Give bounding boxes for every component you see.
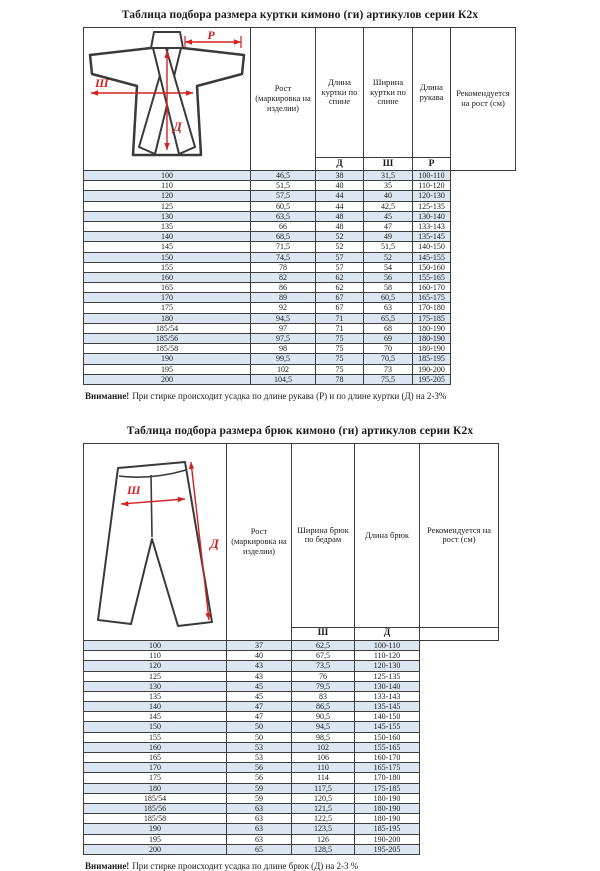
size-cell: 150 <box>84 252 251 262</box>
size-cell: 97,5 <box>251 334 316 344</box>
pants-table-body <box>84 640 499 854</box>
size-row <box>84 211 516 221</box>
size-cell: 120-130 <box>413 191 451 201</box>
size-cell: 125-135 <box>413 201 451 211</box>
size-cell: 59 <box>227 783 292 793</box>
size-cell: 122,5 <box>292 814 355 824</box>
size-row <box>84 661 499 671</box>
size-row <box>84 374 516 384</box>
sleeve-length-label: Р <box>207 28 215 42</box>
size-cell: 175-185 <box>413 313 451 323</box>
size-cell: 71,5 <box>251 242 316 252</box>
size-cell: 135-145 <box>355 702 420 712</box>
size-cell: 165-175 <box>355 763 420 773</box>
size-row <box>84 334 516 344</box>
size-cell: 165 <box>84 753 227 763</box>
size-row <box>84 681 499 691</box>
size-cell: 38 <box>316 171 364 181</box>
size-cell: 62 <box>316 283 364 293</box>
size-cell: 65 <box>227 844 292 854</box>
pants-size-section <box>0 425 600 871</box>
size-row <box>84 712 499 722</box>
col-header-jacket-width: Ширина куртки по спине <box>364 28 413 158</box>
size-row <box>84 303 516 313</box>
size-cell: 180 <box>84 783 227 793</box>
size-cell: 71 <box>316 323 364 333</box>
size-cell: 47 <box>364 221 413 231</box>
size-cell: 75 <box>316 344 364 354</box>
jacket-note-text: При стирке происходит усадка по длине рукава (Р) и по длине куртки (Д) на 2-3% <box>132 390 447 401</box>
size-row <box>84 252 516 262</box>
col-header-jacket-length: Длина куртки по спине <box>316 28 364 158</box>
jacket-length-label: Д <box>173 119 182 134</box>
size-row <box>84 354 516 364</box>
jacket-table-title: Таблица подбора размера куртки кимоно (ги) артикулов серии К2х <box>121 9 479 21</box>
size-cell: 67,5 <box>292 651 355 661</box>
pants-table-title: Таблица подбора размера брюк кимоно (ги) артикулов серии К2х <box>126 424 474 437</box>
size-cell: 125-135 <box>355 671 420 681</box>
size-cell: 102 <box>251 364 316 374</box>
size-cell: 175 <box>84 303 251 313</box>
size-cell: 90,5 <box>292 712 355 722</box>
size-cell: 160-170 <box>413 283 451 293</box>
size-cell: 125 <box>84 201 251 211</box>
size-cell: 185/54 <box>84 793 227 803</box>
size-cell: 128,5 <box>292 844 355 854</box>
size-row <box>84 783 499 793</box>
size-cell: 45 <box>227 691 292 701</box>
col-header-recommended: Рекомендуется на рост (см) <box>451 28 516 171</box>
subheader-empty <box>420 627 499 640</box>
size-cell: 155-165 <box>413 272 451 282</box>
size-cell: 48 <box>316 211 364 221</box>
size-cell: 200 <box>84 844 227 854</box>
size-cell: 135 <box>84 221 251 231</box>
size-cell: 120 <box>84 191 251 201</box>
size-cell: 94,5 <box>251 313 316 323</box>
size-cell: 100 <box>84 171 251 181</box>
size-cell: 75 <box>316 364 364 374</box>
size-cell: 45 <box>227 681 292 691</box>
size-cell: 51,5 <box>364 242 413 252</box>
size-cell: 200 <box>84 374 251 384</box>
size-cell: 62 <box>316 272 364 282</box>
size-cell: 120 <box>84 661 227 671</box>
size-cell: 62,5 <box>292 640 355 650</box>
size-row <box>84 793 499 803</box>
size-cell: 180 <box>84 313 251 323</box>
pants-diagram-cell <box>84 443 227 640</box>
pants-width-label: Ш <box>127 482 141 497</box>
size-row <box>84 671 499 681</box>
size-cell: 155 <box>84 262 251 272</box>
size-cell: 145-155 <box>413 252 451 262</box>
size-cell: 165 <box>84 283 251 293</box>
pants-note-text: При стирке происходит усадка по длине брюк (Д) на 2-3 % <box>132 860 359 871</box>
size-cell: 51,5 <box>251 181 316 191</box>
size-cell: 56 <box>227 773 292 783</box>
size-cell: 56 <box>364 272 413 282</box>
size-row <box>84 773 499 783</box>
subheader-d: Д <box>316 158 364 171</box>
size-cell: 63 <box>227 814 292 824</box>
size-cell: 71 <box>316 313 364 323</box>
size-cell: 56 <box>227 763 292 773</box>
size-row <box>84 221 516 231</box>
size-cell: 35 <box>364 181 413 191</box>
size-row <box>84 753 499 763</box>
size-cell: 63 <box>227 803 292 813</box>
size-cell: 155 <box>84 732 227 742</box>
size-row <box>84 844 499 854</box>
size-row <box>84 640 499 650</box>
size-cell: 63,5 <box>251 211 316 221</box>
size-cell: 74,5 <box>251 252 316 262</box>
size-cell: 47 <box>227 702 292 712</box>
jacket-size-section <box>0 9 600 401</box>
size-cell: 160 <box>84 272 251 282</box>
col-header-pants-length: Длина брюк <box>355 443 420 627</box>
size-row <box>84 803 499 813</box>
size-cell: 52 <box>316 232 364 242</box>
jacket-collar <box>151 32 183 48</box>
size-cell: 133-143 <box>413 221 451 231</box>
pants-center-seam <box>151 475 152 537</box>
size-row <box>84 722 499 732</box>
size-cell: 100-110 <box>413 171 451 181</box>
size-cell: 190 <box>84 354 251 364</box>
size-cell: 135 <box>84 691 227 701</box>
size-row <box>84 834 499 844</box>
size-cell: 53 <box>227 742 292 752</box>
size-cell: 70,5 <box>364 354 413 364</box>
size-cell: 63 <box>227 834 292 844</box>
size-cell: 123,5 <box>292 824 355 834</box>
size-cell: 106 <box>292 753 355 763</box>
size-row <box>84 742 499 752</box>
size-cell: 120,5 <box>292 793 355 803</box>
size-cell: 37 <box>227 640 292 650</box>
size-row <box>84 232 516 242</box>
size-cell: 100 <box>84 640 227 650</box>
size-row <box>84 181 516 191</box>
size-row <box>84 364 516 374</box>
size-row <box>84 323 516 333</box>
size-row <box>84 763 499 773</box>
size-cell: 60,5 <box>251 201 316 211</box>
size-cell: 190-200 <box>355 834 420 844</box>
size-cell: 58 <box>364 283 413 293</box>
size-cell: 31,5 <box>364 171 413 181</box>
size-cell: 130-140 <box>413 211 451 221</box>
size-cell: 180-190 <box>413 334 451 344</box>
size-cell: 98,5 <box>292 732 355 742</box>
size-cell: 140-150 <box>355 712 420 722</box>
size-cell: 180-190 <box>355 793 420 803</box>
size-cell: 145-155 <box>355 722 420 732</box>
size-cell: 140 <box>84 232 251 242</box>
size-cell: 140-150 <box>413 242 451 252</box>
size-cell: 45 <box>364 211 413 221</box>
size-cell: 44 <box>316 201 364 211</box>
size-cell: 67 <box>316 303 364 313</box>
size-cell: 121,5 <box>292 803 355 813</box>
size-cell: 170 <box>84 293 251 303</box>
size-cell: 185-195 <box>355 824 420 834</box>
size-cell: 125 <box>84 671 227 681</box>
size-cell: 180-190 <box>355 803 420 813</box>
size-cell: 78 <box>316 374 364 384</box>
size-cell: 185/58 <box>84 344 251 354</box>
pants-length-label: Д <box>210 535 219 551</box>
pants-size-table <box>83 443 499 855</box>
jacket-header-row <box>84 28 516 158</box>
size-cell: 100-110 <box>355 640 420 650</box>
size-cell: 104,5 <box>251 374 316 384</box>
size-cell: 40 <box>316 181 364 191</box>
size-cell: 190 <box>84 824 227 834</box>
jacket-note-warning: Внимание! <box>85 390 130 401</box>
size-cell: 195-205 <box>355 844 420 854</box>
size-cell: 43 <box>227 661 292 671</box>
size-cell: 59 <box>227 793 292 803</box>
size-cell: 46,5 <box>251 171 316 181</box>
size-cell: 160-170 <box>355 753 420 763</box>
size-cell: 195-205 <box>413 374 451 384</box>
size-cell: 175-185 <box>355 783 420 793</box>
size-cell: 47 <box>227 712 292 722</box>
size-cell: 83 <box>292 691 355 701</box>
size-row <box>84 824 499 834</box>
size-cell: 175 <box>84 773 227 783</box>
size-cell: 98 <box>251 344 316 354</box>
size-cell: 133-143 <box>355 691 420 701</box>
size-cell: 135-145 <box>413 232 451 242</box>
size-cell: 79,5 <box>292 681 355 691</box>
size-cell: 180-190 <box>413 344 451 354</box>
size-cell: 145 <box>84 242 251 252</box>
col-header-pants-width: Ширина брюк по бедрам <box>292 443 355 627</box>
col-header-recommended: Рекомендуется на рост (см) <box>420 443 499 627</box>
size-cell: 53 <box>227 753 292 763</box>
size-cell: 43 <box>227 671 292 681</box>
size-cell: 110 <box>84 651 227 661</box>
size-row <box>84 201 516 211</box>
size-cell: 185/56 <box>84 334 251 344</box>
size-cell: 63 <box>227 824 292 834</box>
size-cell: 117,5 <box>292 783 355 793</box>
size-cell: 150-160 <box>355 732 420 742</box>
size-cell: 82 <box>251 272 316 282</box>
size-cell: 52 <box>316 242 364 252</box>
size-cell: 50 <box>227 722 292 732</box>
size-cell: 185/56 <box>84 803 227 813</box>
size-cell: 150-160 <box>413 262 451 272</box>
size-cell: 130 <box>84 211 251 221</box>
size-cell: 57,5 <box>251 191 316 201</box>
size-cell: 185/54 <box>84 323 251 333</box>
size-row <box>84 191 516 201</box>
size-cell: 63 <box>364 303 413 313</box>
size-cell: 65,5 <box>364 313 413 323</box>
size-cell: 110 <box>84 181 251 191</box>
size-cell: 40 <box>227 651 292 661</box>
pants-note <box>85 861 600 871</box>
size-cell: 190-200 <box>413 364 451 374</box>
size-cell: 57 <box>316 252 364 262</box>
col-header-sleeve-length: Длина рукава <box>413 28 451 158</box>
size-cell: 160 <box>84 742 227 752</box>
size-cell: 97 <box>251 323 316 333</box>
size-row <box>84 814 499 824</box>
size-cell: 165-175 <box>413 293 451 303</box>
size-cell: 195 <box>84 834 227 844</box>
size-cell: 52 <box>364 252 413 262</box>
subheader-sh: Ш <box>292 627 355 640</box>
size-cell: 54 <box>364 262 413 272</box>
size-cell: 170-180 <box>355 773 420 783</box>
jacket-note <box>85 391 600 401</box>
size-row <box>84 313 516 323</box>
size-cell: 99,5 <box>251 354 316 364</box>
size-cell: 140 <box>84 702 227 712</box>
size-cell: 92 <box>251 303 316 313</box>
jacket-size-table <box>83 27 516 385</box>
jacket-diagram-cell <box>84 28 251 171</box>
size-cell: 75 <box>316 354 364 364</box>
size-cell: 130 <box>84 681 227 691</box>
jacket-table-body <box>84 171 516 385</box>
col-header-height: Рост (маркировка на изделии) <box>251 28 316 171</box>
size-cell: 67 <box>316 293 364 303</box>
size-cell: 110-120 <box>413 181 451 191</box>
size-cell: 110-120 <box>355 651 420 661</box>
size-cell: 78 <box>251 262 316 272</box>
size-cell: 57 <box>316 262 364 272</box>
size-cell: 130-140 <box>355 681 420 691</box>
size-row <box>84 691 499 701</box>
size-cell: 50 <box>227 732 292 742</box>
size-row <box>84 262 516 272</box>
jacket-width-label: Ш <box>95 76 109 90</box>
jacket-diagram <box>87 28 247 170</box>
size-cell: 120-130 <box>355 661 420 671</box>
size-cell: 70 <box>364 344 413 354</box>
size-cell: 49 <box>364 232 413 242</box>
size-cell: 42,5 <box>364 201 413 211</box>
size-cell: 155-165 <box>355 742 420 752</box>
pants-outline <box>98 462 212 626</box>
size-cell: 170 <box>84 763 227 773</box>
size-cell: 180-190 <box>413 323 451 333</box>
size-cell: 76 <box>292 671 355 681</box>
size-cell: 102 <box>292 742 355 752</box>
size-row <box>84 732 499 742</box>
size-cell: 145 <box>84 712 227 722</box>
size-cell: 195 <box>84 364 251 374</box>
size-row <box>84 651 499 661</box>
size-row <box>84 283 516 293</box>
size-cell: 114 <box>292 773 355 783</box>
size-cell: 86,5 <box>292 702 355 712</box>
pants-diagram <box>85 444 225 640</box>
size-cell: 75 <box>316 334 364 344</box>
size-cell: 73,5 <box>292 661 355 671</box>
size-cell: 170-180 <box>413 303 451 313</box>
size-cell: 86 <box>251 283 316 293</box>
col-header-height: Рост (маркировка на изделии) <box>227 443 292 640</box>
size-cell: 60,5 <box>364 293 413 303</box>
size-cell: 69 <box>364 334 413 344</box>
size-row <box>84 344 516 354</box>
size-cell: 89 <box>251 293 316 303</box>
size-row <box>84 293 516 303</box>
size-cell: 44 <box>316 191 364 201</box>
size-cell: 48 <box>316 221 364 231</box>
size-cell: 185-195 <box>413 354 451 364</box>
size-cell: 150 <box>84 722 227 732</box>
subheader-sh: Ш <box>364 158 413 171</box>
size-cell: 126 <box>292 834 355 844</box>
size-row <box>84 171 516 181</box>
size-cell: 40 <box>364 191 413 201</box>
size-cell: 68 <box>364 323 413 333</box>
size-cell: 68,5 <box>251 232 316 242</box>
size-cell: 73 <box>364 364 413 374</box>
size-row <box>84 272 516 282</box>
size-cell: 180-190 <box>355 814 420 824</box>
pants-note-warning: Внимание! <box>85 860 130 871</box>
size-row <box>84 242 516 252</box>
size-cell: 66 <box>251 221 316 231</box>
subheader-r: Р <box>413 158 451 171</box>
size-cell: 110 <box>292 763 355 773</box>
size-cell: 185/58 <box>84 814 227 824</box>
size-cell: 75,5 <box>364 374 413 384</box>
size-row <box>84 702 499 712</box>
size-cell: 94,5 <box>292 722 355 732</box>
subheader-d: Д <box>355 627 420 640</box>
